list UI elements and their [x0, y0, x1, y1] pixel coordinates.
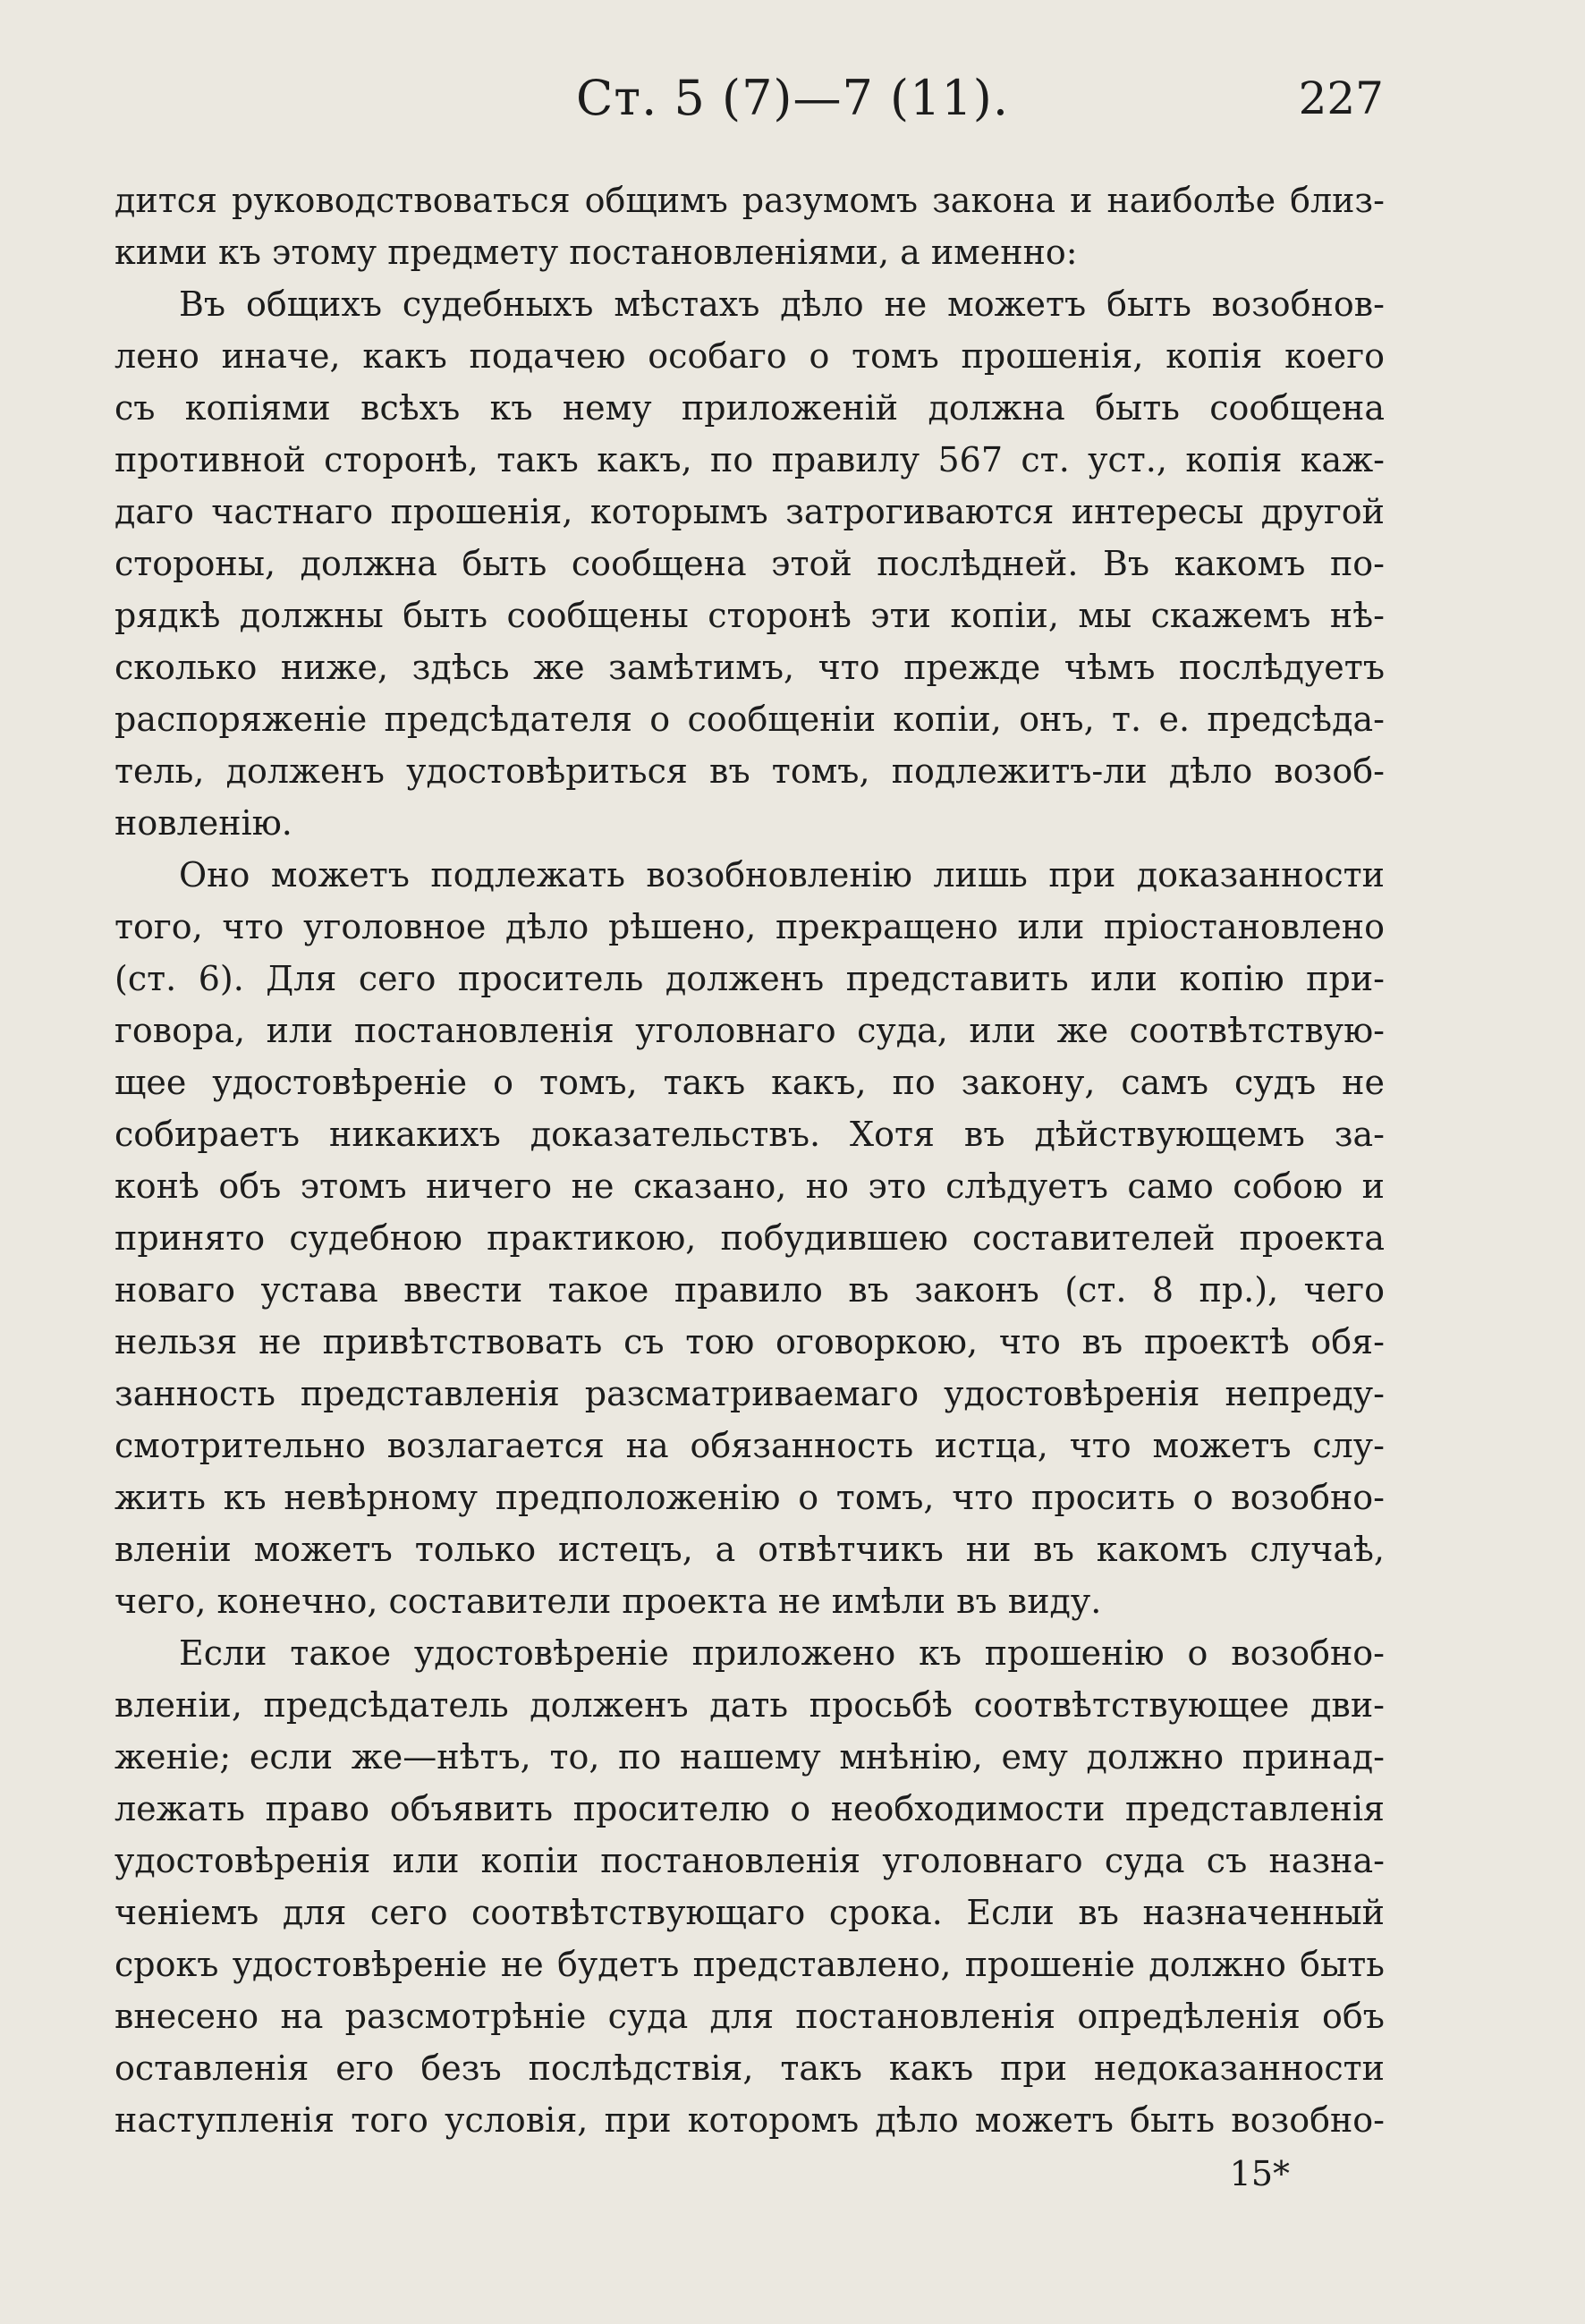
text-line: срокъ удостовѣреніе не будетъ представлено, прошеніе должно быть	[114, 1945, 1385, 1984]
text-line: сколько ниже, здѣсь же замѣтимъ, что прежде чѣмъ послѣдуетъ	[114, 648, 1385, 687]
text-line: удостовѣренія или копіи постановленія уголовнаго суда съ назна-	[114, 1841, 1385, 1880]
page-number: 227	[1298, 72, 1384, 124]
text-line: оставленія его безъ послѣдствія, такъ какъ при недоказанности	[114, 2048, 1385, 2088]
text-line: лено иначе, какъ подачею особаго о томъ прошенія, копія коего	[114, 336, 1385, 376]
text-line: конѣ объ этомъ ничего не сказано, но это слѣдуетъ само собою и	[114, 1166, 1385, 1206]
text-line: рядкѣ должны быть сообщены сторонѣ эти копіи, мы скажемъ нѣ-	[114, 596, 1385, 635]
text-line: съ копіями всѣхъ къ нему приложеній должна быть сообщена	[114, 388, 1385, 428]
text-line: кими къ этому предмету постановленіями, а именно:	[114, 233, 1078, 272]
text-line: новленію.	[114, 803, 292, 843]
text-line: дится руководствоваться общимъ разумомъ закона и наиболѣе близ-	[114, 181, 1385, 220]
text-line: ченіемъ для сего соотвѣтствующаго срока. Если въ назначенный	[114, 1893, 1385, 1932]
text-line: собираетъ никакихъ доказательствъ. Хотя въ дѣйствующемъ за-	[114, 1115, 1385, 1154]
text-line: (ст. 6). Для сего проситель долженъ представить или копію при-	[114, 959, 1385, 998]
text-line: стороны, должна быть сообщена этой послѣдней. Въ какомъ по-	[114, 544, 1385, 583]
text-line: того, что уголовное дѣло рѣшено, прекращено или пріостановлено	[114, 907, 1385, 946]
text-line: вленіи можетъ только истецъ, а отвѣтчикъ ни въ какомъ случаѣ,	[114, 1530, 1385, 1569]
text-line: вленіи, предсѣдатель долженъ дать просьбѣ соотвѣтствующее дви-	[114, 1685, 1385, 1725]
text-line: даго частнаго прошенія, которымъ затрогиваются интересы другой	[114, 492, 1385, 531]
text-line: тель, долженъ удостовѣриться въ томъ, подлежитъ-ли дѣло возоб-	[114, 751, 1385, 791]
text-line: Въ общихъ судебныхъ мѣстахъ дѣло не можетъ быть возобнов-	[179, 284, 1385, 324]
text-line: внесено на разсмотрѣніе суда для постановленія опредѣленія объ	[114, 1997, 1385, 2036]
text-line: Если такое удостовѣреніе приложено къ прошенію о возобно-	[179, 1633, 1385, 1673]
text-line: лежать право объявить просителю о необходимости представленія	[114, 1789, 1385, 1828]
text-line: жить къ невѣрному предположенію о томъ, что просить о возобно-	[114, 1478, 1385, 1517]
text-line: нельзя не привѣтствовать съ тою оговоркою, что въ проектѣ обя-	[114, 1322, 1385, 1361]
text-line: принято судебною практикою, побудившею составителей проекта	[114, 1218, 1385, 1258]
text-line: противной сторонѣ, такъ какъ, по правилу 567 ст. уст., копія каж-	[114, 440, 1385, 479]
text-line: смотрительно возлагается на обязанность истца, что можетъ слу-	[114, 1426, 1385, 1465]
body-text	[114, 174, 1385, 2146]
text-line: женіе; если же—нѣтъ, то, по нашему мнѣнію, ему должно принад-	[114, 1737, 1385, 1777]
text-line: чего, конечно, составители проекта не имѣли въ виду.	[114, 1582, 1102, 1621]
text-line: щее удостовѣреніе о томъ, такъ какъ, по закону, самъ судъ не	[114, 1063, 1385, 1102]
text-line: новаго устава ввести такое правило въ законъ (ст. 8 пр.), чего	[114, 1270, 1385, 1310]
text-line: занность представленія разсматриваемаго удостовѣренія непреду-	[114, 1374, 1385, 1413]
signature-mark: 15*	[1229, 2154, 1290, 2193]
page-header	[0, 63, 1585, 134]
text-line: говора, или постановленія уголовнаго суда, или же соотвѣтствую-	[114, 1011, 1385, 1050]
running-title: Ст. 5 (7)—7 (11).	[575, 70, 1010, 126]
text-line: распоряженіе предсѣдателя о сообщеніи копіи, онъ, т. е. предсѣда-	[114, 700, 1385, 739]
text-line: Оно можетъ подлежать возобновленію лишь при доказанности	[179, 855, 1385, 895]
text-line: наступленія того условія, при которомъ дѣло можетъ быть возобно-	[114, 2100, 1385, 2140]
